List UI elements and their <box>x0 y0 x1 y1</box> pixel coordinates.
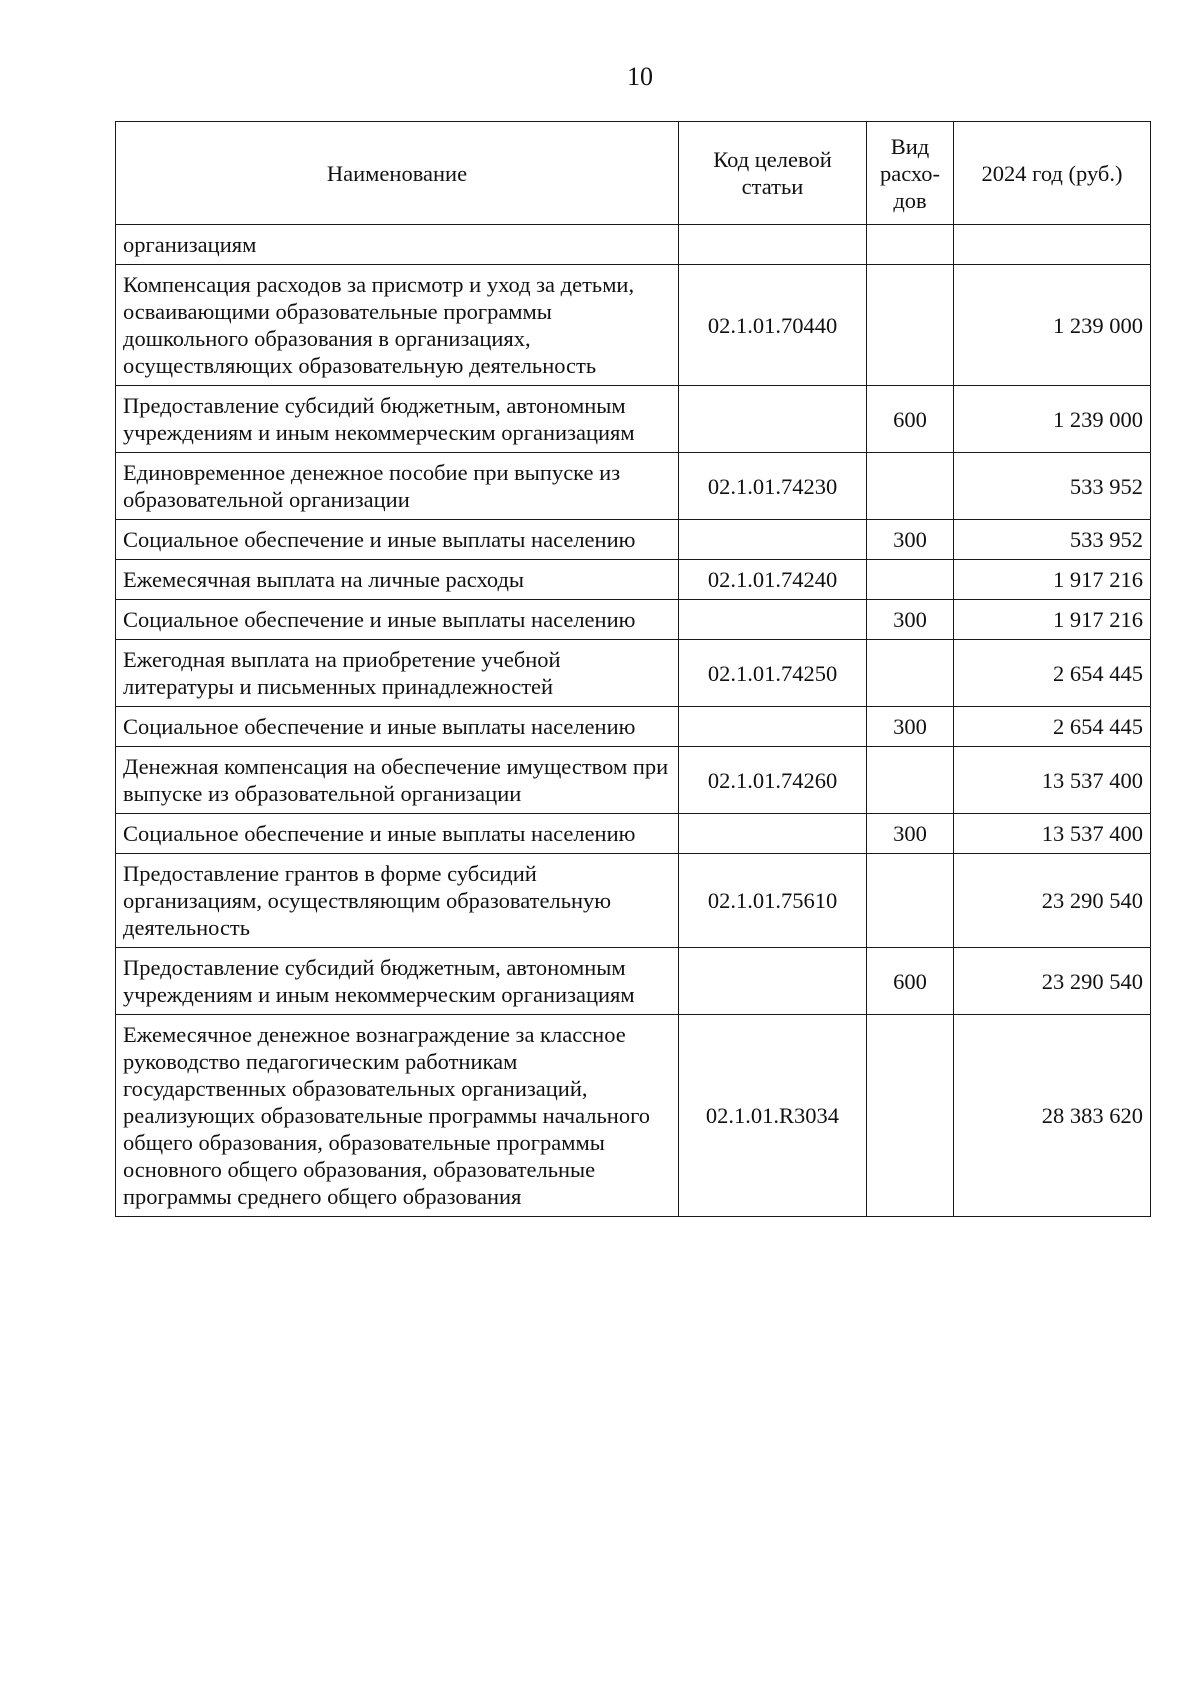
cell-kind <box>867 747 954 814</box>
cell-code: 02.1.01.74260 <box>679 747 867 814</box>
cell-amount: 23 290 540 <box>954 854 1151 948</box>
table-row <box>116 747 1151 814</box>
cell-kind <box>867 560 954 600</box>
cell-name: организациям <box>116 225 679 265</box>
header-name: Наименование <box>116 122 679 225</box>
table-row <box>116 707 1151 747</box>
cell-code <box>679 814 867 854</box>
header-code: Код целевой статьи <box>679 122 867 225</box>
cell-code: 02.1.01.70440 <box>679 265 867 386</box>
page-number: 10 <box>627 62 653 91</box>
cell-code <box>679 600 867 640</box>
table-row <box>116 854 1151 948</box>
cell-kind <box>867 1015 954 1217</box>
budget-table <box>115 121 1151 1217</box>
table-header-row <box>116 122 1151 225</box>
cell-name: Социальное обеспечение и иные выплаты населению <box>116 814 679 854</box>
cell-name: Предоставление субсидий бюджетным, автономным учреждениям и иным некоммерческим организациям <box>116 386 679 453</box>
cell-code <box>679 386 867 453</box>
table-row <box>116 948 1151 1015</box>
cell-amount: 533 952 <box>954 453 1151 520</box>
cell-amount: 533 952 <box>954 520 1151 560</box>
table-row <box>116 1015 1151 1217</box>
cell-code: 02.1.01.74230 <box>679 453 867 520</box>
header-amount: 2024 год (руб.) <box>954 122 1151 225</box>
cell-code <box>679 948 867 1015</box>
cell-kind <box>867 453 954 520</box>
table-row <box>116 600 1151 640</box>
cell-amount: 1 239 000 <box>954 265 1151 386</box>
cell-name: Социальное обеспечение и иные выплаты населению <box>116 520 679 560</box>
cell-name: Компенсация расходов за присмотр и уход за детьми, осваивающими образовательные программы дошкольного образования в организациях, осуществляющих образовательную деятельность <box>116 265 679 386</box>
cell-kind: 600 <box>867 386 954 453</box>
cell-amount: 1 917 216 <box>954 560 1151 600</box>
cell-name: Ежемесячное денежное вознаграждение за классное руководство педагогическим работникам государственных образовательных организаций, реализующих образовательные программы начального общего образования, образовательные программы основного общего образования, образовательные программы среднего общего образования <box>116 1015 679 1217</box>
table-row <box>116 386 1151 453</box>
cell-code <box>679 707 867 747</box>
table-row <box>116 520 1151 560</box>
cell-kind: 600 <box>867 948 954 1015</box>
cell-code <box>679 225 867 265</box>
cell-code <box>679 520 867 560</box>
cell-amount <box>954 225 1151 265</box>
cell-code: 02.1.01.74240 <box>679 560 867 600</box>
cell-amount: 28 383 620 <box>954 1015 1151 1217</box>
cell-name: Денежная компенсация на обеспечение имуществом при выпуске из образовательной организации <box>116 747 679 814</box>
cell-kind <box>867 265 954 386</box>
cell-amount: 1 239 000 <box>954 386 1151 453</box>
table-row <box>116 265 1151 386</box>
cell-kind <box>867 854 954 948</box>
cell-name: Ежегодная выплата на приобретение учебной литературы и письменных принадлежностей <box>116 640 679 707</box>
cell-name: Социальное обеспечение и иные выплаты населению <box>116 600 679 640</box>
table-body <box>116 225 1151 1217</box>
table-row <box>116 640 1151 707</box>
cell-kind: 300 <box>867 814 954 854</box>
cell-kind: 300 <box>867 520 954 560</box>
cell-name: Ежемесячная выплата на личные расходы <box>116 560 679 600</box>
cell-name: Предоставление грантов в форме субсидий организациям, осуществляющим образовательную деятельность <box>116 854 679 948</box>
cell-kind: 300 <box>867 600 954 640</box>
header-kind: Вид расхо-дов <box>867 122 954 225</box>
table-row <box>116 814 1151 854</box>
table-row <box>116 453 1151 520</box>
cell-name: Единовременное денежное пособие при выпуске из образовательной организации <box>116 453 679 520</box>
cell-code: 02.1.01.75610 <box>679 854 867 948</box>
cell-amount: 2 654 445 <box>954 707 1151 747</box>
cell-name: Социальное обеспечение и иные выплаты населению <box>116 707 679 747</box>
cell-kind: 300 <box>867 707 954 747</box>
cell-kind <box>867 225 954 265</box>
table-row <box>116 225 1151 265</box>
cell-code: 02.1.01.R3034 <box>679 1015 867 1217</box>
cell-amount: 23 290 540 <box>954 948 1151 1015</box>
cell-name: Предоставление субсидий бюджетным, автономным учреждениям и иным некоммерческим организациям <box>116 948 679 1015</box>
cell-kind <box>867 640 954 707</box>
cell-amount: 2 654 445 <box>954 640 1151 707</box>
cell-code: 02.1.01.74250 <box>679 640 867 707</box>
table-row <box>116 560 1151 600</box>
cell-amount: 13 537 400 <box>954 814 1151 854</box>
cell-amount: 13 537 400 <box>954 747 1151 814</box>
cell-amount: 1 917 216 <box>954 600 1151 640</box>
